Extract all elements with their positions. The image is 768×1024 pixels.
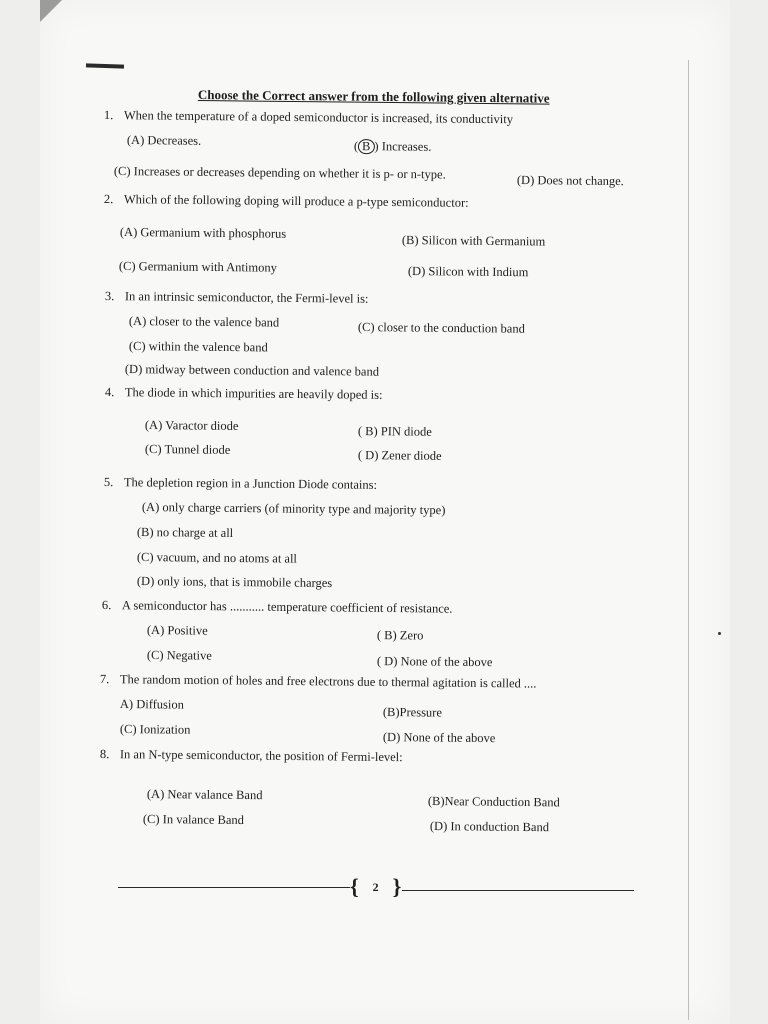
q3-option-a: (A) closer to the valence band (128, 314, 280, 330)
footer-rule-left (118, 887, 350, 888)
q3-option-d: (D) midway between conduction and valence band (124, 362, 380, 379)
q5-option-c: (C) vacuum, and no atoms at all (136, 550, 298, 566)
question-number: 1. (103, 108, 114, 123)
ink-dot (718, 632, 721, 635)
question-text: In an N-type semiconductor, the position of Fermi-level: (119, 747, 403, 765)
q2-option-b: (B) Silicon with Germanium (401, 233, 546, 249)
q2-option-d: (D) Silicon with Indium (407, 264, 529, 280)
q6-option-b: ( B) Zero (376, 628, 424, 643)
q7-option-b: (B)Pressure (382, 705, 443, 720)
q8-option-a: (A) Near valance Band (146, 787, 263, 803)
q2-option-a: (A) Germanium with phosphorus (119, 225, 287, 241)
page-number: 2 (372, 880, 379, 894)
question-number: 8. (99, 747, 110, 762)
question-number: 3. (104, 289, 115, 304)
q1-option-b: ( B ) Increases. (353, 139, 432, 154)
q7-option-a: A) Diffusion (119, 697, 185, 712)
question-text: The diode in which impurities are heavily doped is: (124, 385, 383, 402)
option-text: Increases. (381, 139, 432, 154)
q4-option-d: ( D) Zener diode (357, 448, 442, 463)
q1-option-a: (A) Decreases. (126, 133, 202, 148)
instruction-heading: Choose the Correct answer from the following given alternative (197, 87, 550, 106)
question-number: 6. (101, 598, 112, 613)
q5-option-a: (A) only charge carriers (of minority type and majority type) (141, 500, 446, 518)
q6-option-d: ( D) None of the above (376, 654, 493, 670)
q1-option-d: (D) Does not change. (516, 173, 624, 189)
q7-option-c: (C) Ionization (119, 722, 191, 737)
question-number: 2. (103, 192, 114, 207)
circled-answer-mark: B (358, 139, 374, 154)
question-3 (105, 289, 369, 307)
q6-option-c: (C) Negative (146, 648, 212, 663)
q8-option-c: (C) In valance Band (142, 812, 245, 828)
q8-option-d: (D) In conduction Band (429, 819, 550, 835)
q5-option-b: (B) no charge at all (136, 525, 234, 541)
question-8 (100, 747, 403, 765)
question-4 (105, 385, 383, 403)
q8-option-b: (B)Near Conduction Band (427, 794, 560, 810)
question-text: Which of the following doping will produce a p-type semiconductor: (123, 192, 469, 210)
question-number: 4. (104, 385, 115, 400)
brace-close: } (392, 874, 402, 899)
brace-open: { (350, 874, 359, 899)
question-number: 7. (99, 672, 110, 687)
q2-option-c: (C) Germanium with Antimony (118, 259, 277, 275)
q4-option-b: ( B) PIN diode (357, 424, 432, 439)
q4-option-a: (A) Varactor diode (144, 418, 239, 433)
page-edge-line (688, 60, 689, 1020)
question-number: 5. (103, 475, 114, 490)
q7-option-d: (D) None of the above (382, 730, 496, 746)
question-text: A semiconductor has ........... temperature coefficient of resistance. (121, 598, 453, 616)
question-text: The random motion of holes and free electrons due to thermal agitation is called .... (119, 672, 537, 691)
question-text: When the temperature of a doped semiconductor is increased, its conductivity (123, 108, 514, 127)
question-text: The depletion region in a Junction Diode contains: (123, 475, 378, 492)
q1-option-c: (C) Increases or decreases depending on whether it is p- or n-type. (113, 164, 446, 182)
page-number-marker (350, 874, 401, 900)
q5-option-d: (D) only ions, that is immobile charges (136, 574, 333, 591)
q4-option-c: (C) Tunnel diode (144, 442, 231, 457)
question-5 (104, 475, 377, 493)
footer-rule-right (402, 890, 634, 891)
q3-option-c: (C) within the valence band (128, 339, 268, 355)
q3-option-c-right: (C) closer to the conduction band (357, 320, 525, 336)
q6-option-a: (A) Positive (146, 623, 208, 638)
question-text: In an intrinsic semiconductor, the Fermi-level is: (124, 289, 369, 306)
